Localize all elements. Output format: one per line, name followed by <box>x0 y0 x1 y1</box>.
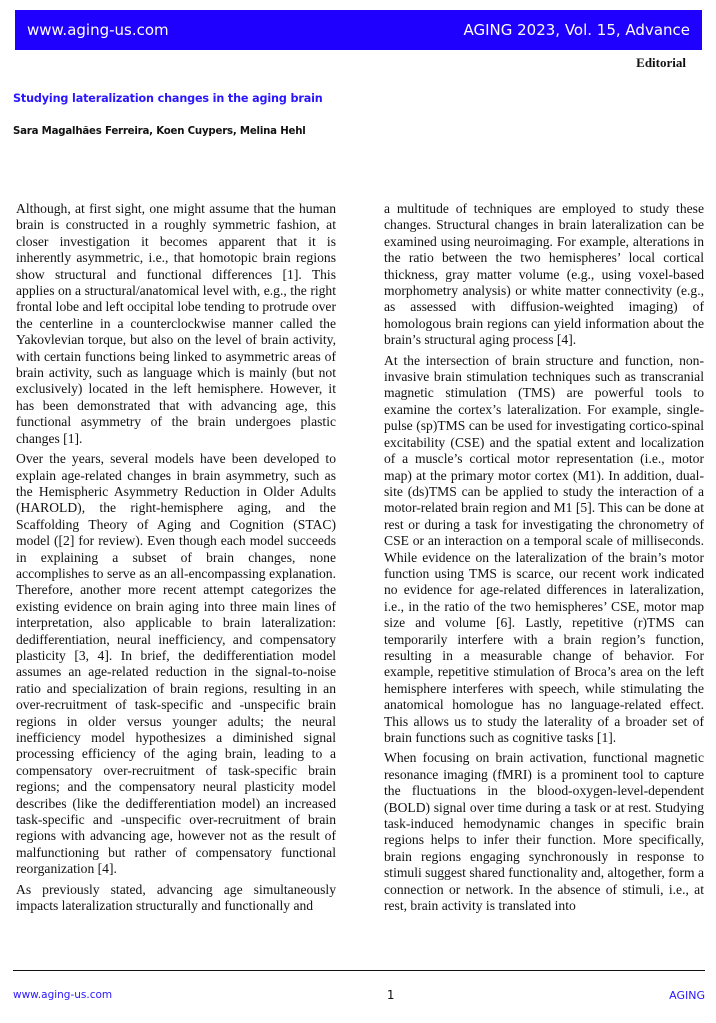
paragraph: a multitude of techniques are employed to study these changes. Structural changes in brain lateralization can be examined using neuroimaging. For example, alterations in the ratio between the two hemispheres’ local cortical thickness, gray matter volume (e.g., using voxel-based morphometry analysis) or white matter connectivity (e.g., as assessed with diffusion-weighted imaging) of homologous brain regions can yield information about the brain’s structural aging process [4]. <box>384 201 704 348</box>
paragraph: As previously stated, advancing age simultaneously impacts lateralization structurally and functionally and <box>16 881 336 914</box>
footer-journal-name: AGING <box>669 988 705 1002</box>
body-left-column <box>16 201 336 918</box>
paragraph: Over the years, several models have been developed to explain age-related changes in brain asymmetry, such as the Hemispheric Asymmetry Reduction in Older Adults (HAROLD), the right-hemisphere aging, and the Scaffolding Theory of Aging and Cognition (STAC) model ([2] for review). Even though each model succeeds in explaining a subset of brain changes, none accomplishes to serve as an all-encompassing explanation. Therefore, another more recent attempt categorizes the existing evidence on brain aging into three main lines of interpretation, also applicable to brain lateralization: dedifferentiation, neural inefficiency, and compensatory plasticity [3, 4]. In brief, the dedifferentiation model assumes an age-related reduction in the signal-to-noise ratio and specialization of brain regions, resulting in an over-recruitment of task-specific and -unspecific brain regions in older versus younger adults; the neural inefficiency model hypothesizes a diminished signal processing efficiency of the aging brain, leading to a compensatory over-recruitment of task-specific brain regions; and the compensatory neural plasticity model describes (like the dedifferentiation model) an increased task-specific and -unspecific over-recruitment of brain regions with advancing age, however not as the result of malfunctioning but rather of compensatory functional reorganization [4]. <box>16 451 336 877</box>
footer-divider <box>13 970 705 971</box>
paragraph: At the intersection of brain structure and function, non-invasive brain stimulation techniques such as transcranial magnetic stimulation (TMS) are powerful tools to examine the cortex’s lateralization. For example, single-pulse (sp)TMS can be used for investigating cortico-spinal excitability (CSE) and the spatial extent and localization of a muscle’s cortical motor representation (i.e., motor map) at the primary motor cortex (M1). In addition, dual-site (ds)TMS can be applied to study the interaction of a motor-related brain region and M1 [5]. This can be done at rest or during a task for investigating the chronometry of CSE or an interaction on a temporal scale of milliseconds. While evidence on the lateralization of the brain’s motor function using TMS is scarce, our recent work indicated no evidence for age-related differences in lateralization, i.e., in the ratio of the two hemispheres’ CSE, motor map size and volume [6]. Lastly, repetitive (r)TMS can temporarily interfere with a brain region’s function, resulting in a measurable change of behavior. For example, repetitive stimulation of Broca’s area on the left hemisphere interferes with speech, while stimulating the anatomical homologue has no language-related effect. This allows us to study the laterality of a broader set of brain functions such as cognitive tasks [1]. <box>384 352 704 745</box>
journal-header-bar <box>15 10 702 50</box>
article-type-label: Editorial <box>636 55 686 70</box>
footer-site-link[interactable]: www.aging-us.com <box>13 989 113 1001</box>
paragraph: When focusing on brain activation, functional magnetic resonance imaging (fMRI) is a prominent tool to capture the fluctuations in the blood-oxygen-level-dependent (BOLD) signal over time during a task or at rest. Studying task-induced hemodynamic changes in specific brain regions helps to infer their function. More specifically, brain regions engaging synchronously in response to stimuli suggest shared functionality and, altogether, form a connection or network. In the absence of stimuli, i.e., at rest, brain activity is translated into <box>384 750 704 914</box>
article-title: Studying lateralization changes in the aging brain <box>13 92 323 105</box>
article-authors: Sara Magalhães Ferreira, Koen Cuypers, Melina Hehl <box>13 126 306 137</box>
body-right-column <box>384 201 704 918</box>
paragraph: Although, at first sight, one might assume that the human brain is constructed in a roughly symmetric fashion, at closer investigation it becomes apparent that it is inherently asymmetric, i.e., that homotopic brain regions show structural and functional differences [1]. This applies on a structural/anatomical level with, e.g., the right frontal lobe and left occipital lobe tending to protrude over the centerline in a counterclockwise manner called the Yakovlevian torque, but also on the level of brain activity, with certain functions being linked to asymmetric areas of brain activity, such as language which is mainly (but not exclusively) located in the left hemisphere. However, it has been demonstrated that with advancing age, this functional asymmetry of the brain undergoes plastic changes [1]. <box>16 201 336 446</box>
header-site-link[interactable]: www.aging-us.com <box>27 21 169 39</box>
page-footer <box>13 988 705 1002</box>
header-issue-info: AGING 2023, Vol. 15, Advance <box>463 21 690 39</box>
footer-page-number: 1 <box>386 988 395 1002</box>
